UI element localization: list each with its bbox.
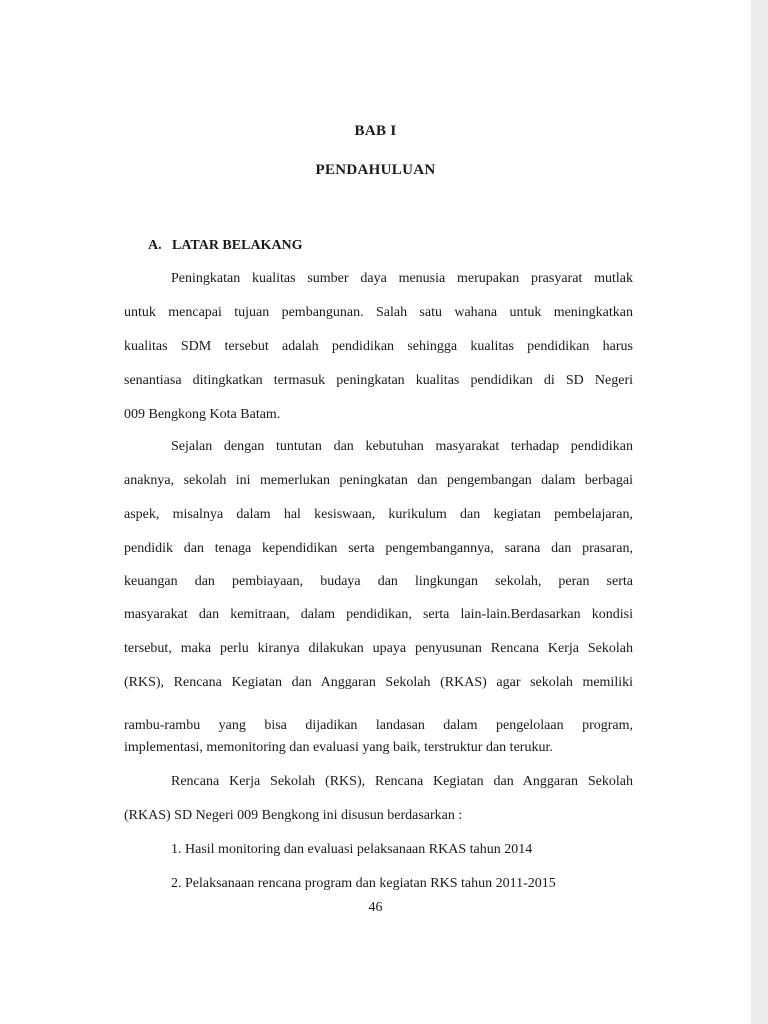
chapter-heading: BAB I bbox=[354, 123, 397, 139]
list-item: 1. Hasil monitoring dan evaluasi pelaksanaan RKAS tahun 2014 bbox=[171, 842, 533, 857]
paragraph-line: tersebut, maka perlu kiranya dilakukan upaya penyusunan Rencana Kerja Sekolah bbox=[124, 641, 633, 656]
section-heading bbox=[148, 238, 303, 254]
paragraph-line: Rencana Kerja Sekolah (RKS), Rencana Kegiatan dan Anggaran Sekolah bbox=[171, 774, 633, 789]
paragraph-line: aspek, misalnya dalam hal kesiswaan, kurikulum dan kegiatan pembelajaran, bbox=[124, 507, 633, 522]
list-item: 2. Pelaksanaan rencana program dan kegiatan RKS tahun 2011-2015 bbox=[171, 876, 556, 891]
paragraph-line: 009 Bengkong Kota Batam. bbox=[124, 407, 281, 422]
chapter-title: PENDAHULUAN bbox=[315, 162, 436, 178]
paragraph-line: (RKS), Rencana Kegiatan dan Anggaran Sekolah (RKAS) agar sekolah memiliki bbox=[124, 675, 633, 690]
paragraph-line: anaknya, sekolah ini memerlukan peningkatan dan pengembangan dalam berbagai bbox=[124, 473, 633, 488]
paragraph-line: masyarakat dan kemitraan, dalam pendidikan, serta lain-lain.Berdasarkan kondisi bbox=[124, 607, 633, 622]
section-title-text: LATAR BELAKANG bbox=[172, 238, 303, 253]
paragraph-line: rambu-rambu yang bisa dijadikan landasan dalam pengelolaan program, bbox=[124, 718, 633, 733]
paragraph-line: Peningkatan kualitas sumber daya menusia merupakan prasyarat mutlak bbox=[171, 271, 633, 286]
paragraph-line: Sejalan dengan tuntutan dan kebutuhan masyarakat terhadap pendidikan bbox=[171, 439, 633, 454]
viewer-scroll-strip[interactable] bbox=[751, 0, 768, 1024]
section-number: A. bbox=[148, 238, 162, 253]
paragraph-line: pendidik dan tenaga kependidikan serta pengembangannya, sarana dan prasaran, bbox=[124, 541, 633, 556]
paragraph-line: implementasi, memonitoring dan evaluasi yang baik, terstruktur dan terukur. bbox=[124, 740, 553, 755]
paragraph-line: untuk mencapai tujuan pembangunan. Salah satu wahana untuk meningkatkan bbox=[124, 305, 633, 320]
paragraph-line: senantiasa ditingkatkan termasuk peningkatan kualitas pendidikan di SD Negeri bbox=[124, 373, 633, 388]
paragraph-line: kualitas SDM tersebut adalah pendidikan sehingga kualitas pendidikan harus bbox=[124, 339, 633, 354]
paragraph-line: keuangan dan pembiayaan, budaya dan lingkungan sekolah, peran serta bbox=[124, 574, 633, 589]
paragraph-line: (RKAS) SD Negeri 009 Bengkong ini disusun berdasarkan : bbox=[124, 808, 463, 823]
page-number: 46 bbox=[368, 900, 383, 915]
